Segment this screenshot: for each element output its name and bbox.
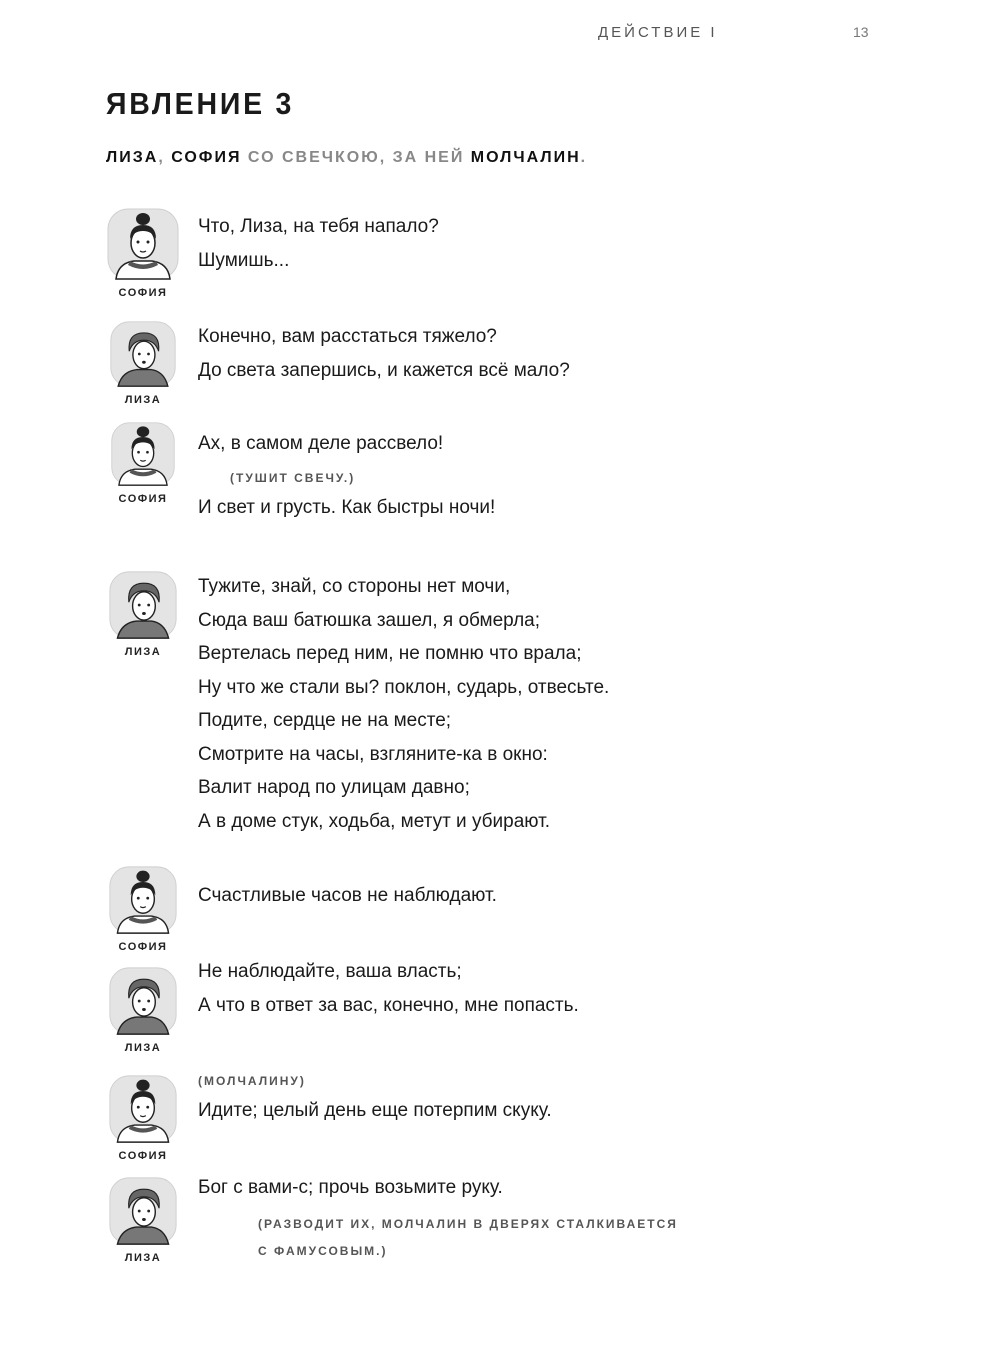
verse-line: Сюда ваш батюшка зашел, я обмерла; [198,609,540,631]
stage-direction: (РАЗВОДИТ ИХ, МОЛЧАЛИН В ДВЕРЯХ СТАЛКИВАЕТСЯ [258,1216,678,1231]
verse-line: Подите, сердце не на месте; [198,710,452,731]
cast-name: ЛИЗА [106,149,159,166]
sofia-portrait-icon [106,421,180,487]
speech-lines [198,210,439,277]
verse-line: Смотрите на часы, взгляните-ка в окно: [198,743,548,765]
cast-direction: СО СВЕЧКОЮ, ЗА НЕЙ [241,149,471,166]
speaker-name: СОФИЯ [118,941,168,953]
speaker-portrait [106,570,180,658]
verse-line: Валит народ по улицам давно; [198,777,470,798]
liza-portrait-icon [106,570,180,640]
speaker-name: ЛИЗА [124,1252,162,1264]
speaker-portrait [106,320,180,406]
sofia-portrait-icon [106,207,180,281]
speech-lines [198,320,570,387]
speech-lines [198,879,497,913]
speaker-portrait [106,1176,180,1264]
cast-name: СОФИЯ [171,149,242,166]
verse-line: Ах, в самом деле рассвело! [198,433,444,454]
speech-lines [198,427,495,524]
cast-end: . [580,149,588,166]
scene-title: ЯВЛЕНИЕ 3 [106,86,295,121]
stage-direction: (МОЛЧАЛИНУ) [198,1074,306,1088]
sofia-portrait-icon [106,1074,180,1144]
page-number: 13 [853,24,869,40]
liza-portrait-icon [106,966,180,1036]
verse-line: Конечно, вам расстаться тяжело? [198,326,497,347]
speaker-name: СОФИЯ [118,287,168,299]
speaker-portrait [106,865,180,953]
verse-line: И свет и грусть. Как быстры ночи! [198,496,496,518]
cast-name: МОЛЧАЛИН [470,149,581,166]
cast-list [106,149,587,167]
liza-portrait-icon [106,320,180,388]
speaker-name: ЛИЗА [124,646,162,658]
verse-line: А что в ответ за вас, конечно, мне попасть. [198,994,579,1016]
speech-lines [198,1068,552,1128]
speaker-portrait [106,966,180,1054]
cast-sep: , [158,149,172,166]
verse-line: Тужите, знай, со стороны нет мочи, [198,576,511,597]
speaker-name: СОФИЯ [118,493,168,505]
verse-line: До света запершись, и кажется всё мало? [198,359,570,381]
verse-line: Вертелась перед ним, не помню что врала; [198,643,582,664]
speaker-portrait [106,421,180,505]
verse-line: А в доме стук, ходьба, метут и убирают. [198,810,551,832]
speech-lines [198,955,579,1022]
speech-lines [198,570,609,838]
speaker-name: ЛИЗА [124,394,162,406]
speaker-portrait [106,207,180,299]
running-head: ДЕЙСТВИЕ I [598,24,718,41]
stage-direction: С ФАМУСОВЫМ.) [258,1243,388,1258]
verse-line: Шумишь... [198,249,290,271]
liza-portrait-icon [106,1176,180,1246]
verse-line: Идите; целый день еще потерпим скуку. [198,1100,552,1121]
verse-line: Не наблюдайте, ваша власть; [198,961,462,982]
verse-line: Бог с вами-с; прочь возьмите руку. [198,1177,503,1198]
verse-line: Счастливые часов не наблюдают. [198,885,497,906]
verse-line: Ну что же стали вы? поклон, сударь, отвесьте. [198,676,610,698]
speaker-name: ЛИЗА [124,1042,162,1054]
stage-direction: (ТУШИТ СВЕЧУ.) [230,470,356,485]
speaker-portrait [106,1074,180,1162]
speaker-name: СОФИЯ [118,1150,168,1162]
speech-lines [198,1171,678,1265]
verse-line: Что, Лиза, на тебя напало? [198,216,439,237]
sofia-portrait-icon [106,865,180,935]
